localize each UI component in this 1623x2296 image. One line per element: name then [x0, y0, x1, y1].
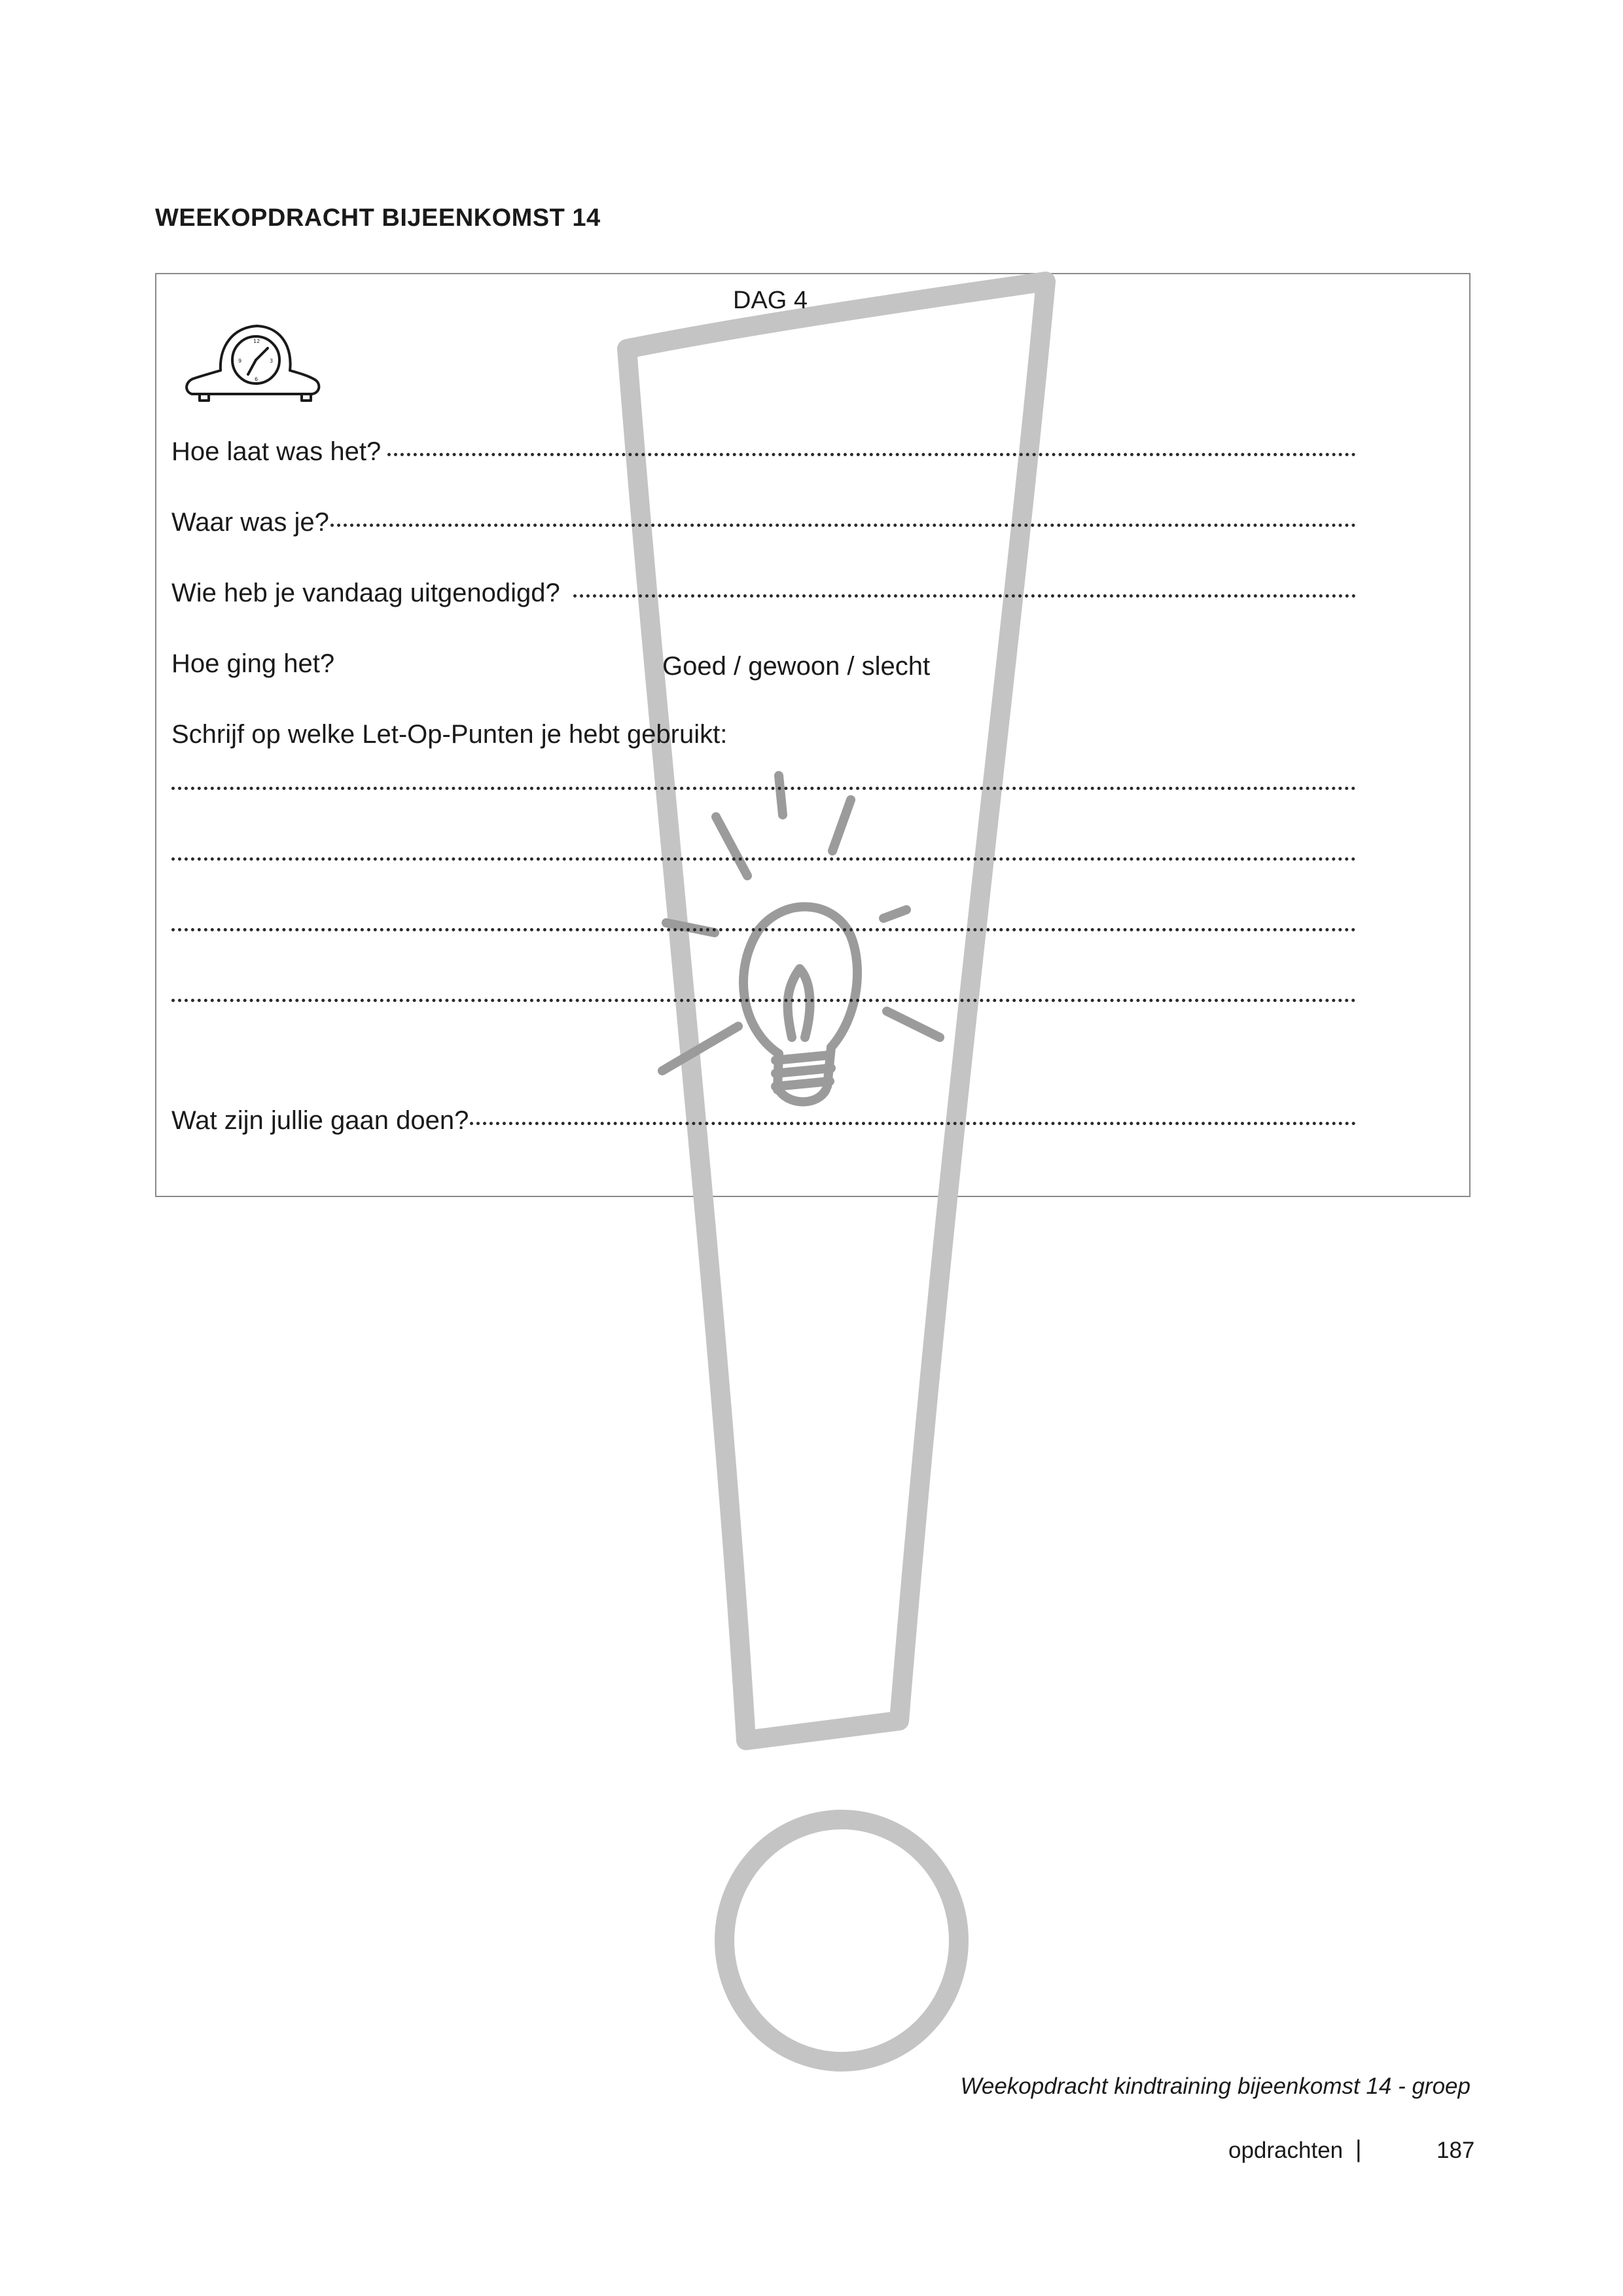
- footer-separator: |: [1355, 2136, 1362, 2162]
- answer-line[interactable]: [470, 1122, 1356, 1125]
- blank-line-1[interactable]: [171, 791, 1356, 827]
- blank-line-3[interactable]: [171, 932, 1356, 969]
- question-plans-label: Wat zijn jullie gaan doen?: [171, 1106, 469, 1135]
- answer-line[interactable]: [387, 453, 1356, 456]
- page-number: 187: [1436, 2138, 1475, 2163]
- footer-section: opdrachten: [1228, 2138, 1344, 2163]
- question-plans: [171, 1106, 1356, 1143]
- blank-line-2[interactable]: [171, 861, 1356, 898]
- points-prompt: [171, 720, 1356, 757]
- question-place-label: Waar was je?: [171, 508, 329, 537]
- svg-text:6: 6: [255, 376, 259, 382]
- page-heading: WEEKOPDRACHT BIJEENKOMST 14: [155, 204, 601, 232]
- answer-line[interactable]: [573, 594, 1356, 598]
- question-time: [171, 437, 1356, 474]
- svg-text:9: 9: [238, 358, 242, 364]
- question-time-label: Hoe laat was het?: [171, 437, 382, 466]
- svg-text:12: 12: [253, 338, 260, 344]
- answer-line[interactable]: [171, 928, 1356, 931]
- answer-line[interactable]: [171, 857, 1356, 861]
- mantel-clock-icon: [180, 308, 324, 409]
- answer-line[interactable]: [330, 524, 1356, 527]
- answer-line[interactable]: [171, 787, 1356, 790]
- blank-line-4[interactable]: [171, 1003, 1356, 1039]
- day-label: DAG 4: [733, 287, 808, 314]
- question-place: [171, 508, 1356, 545]
- question-how-label: Hoe ging het?: [171, 649, 335, 678]
- svg-text:3: 3: [270, 358, 274, 364]
- question-invited: [171, 579, 1356, 615]
- question-invited-label: Wie heb je vandaag uitgenodigd?: [171, 579, 560, 607]
- answer-line[interactable]: [171, 999, 1356, 1002]
- footer-title: Weekopdracht kindtraining bijeenkomst 14 - groep: [960, 2073, 1471, 2099]
- answer-options[interactable]: Goed / gewoon / slecht: [662, 652, 931, 681]
- points-prompt-label: Schrijf op welke Let-Op-Punten je hebt gebruikt:: [171, 720, 728, 749]
